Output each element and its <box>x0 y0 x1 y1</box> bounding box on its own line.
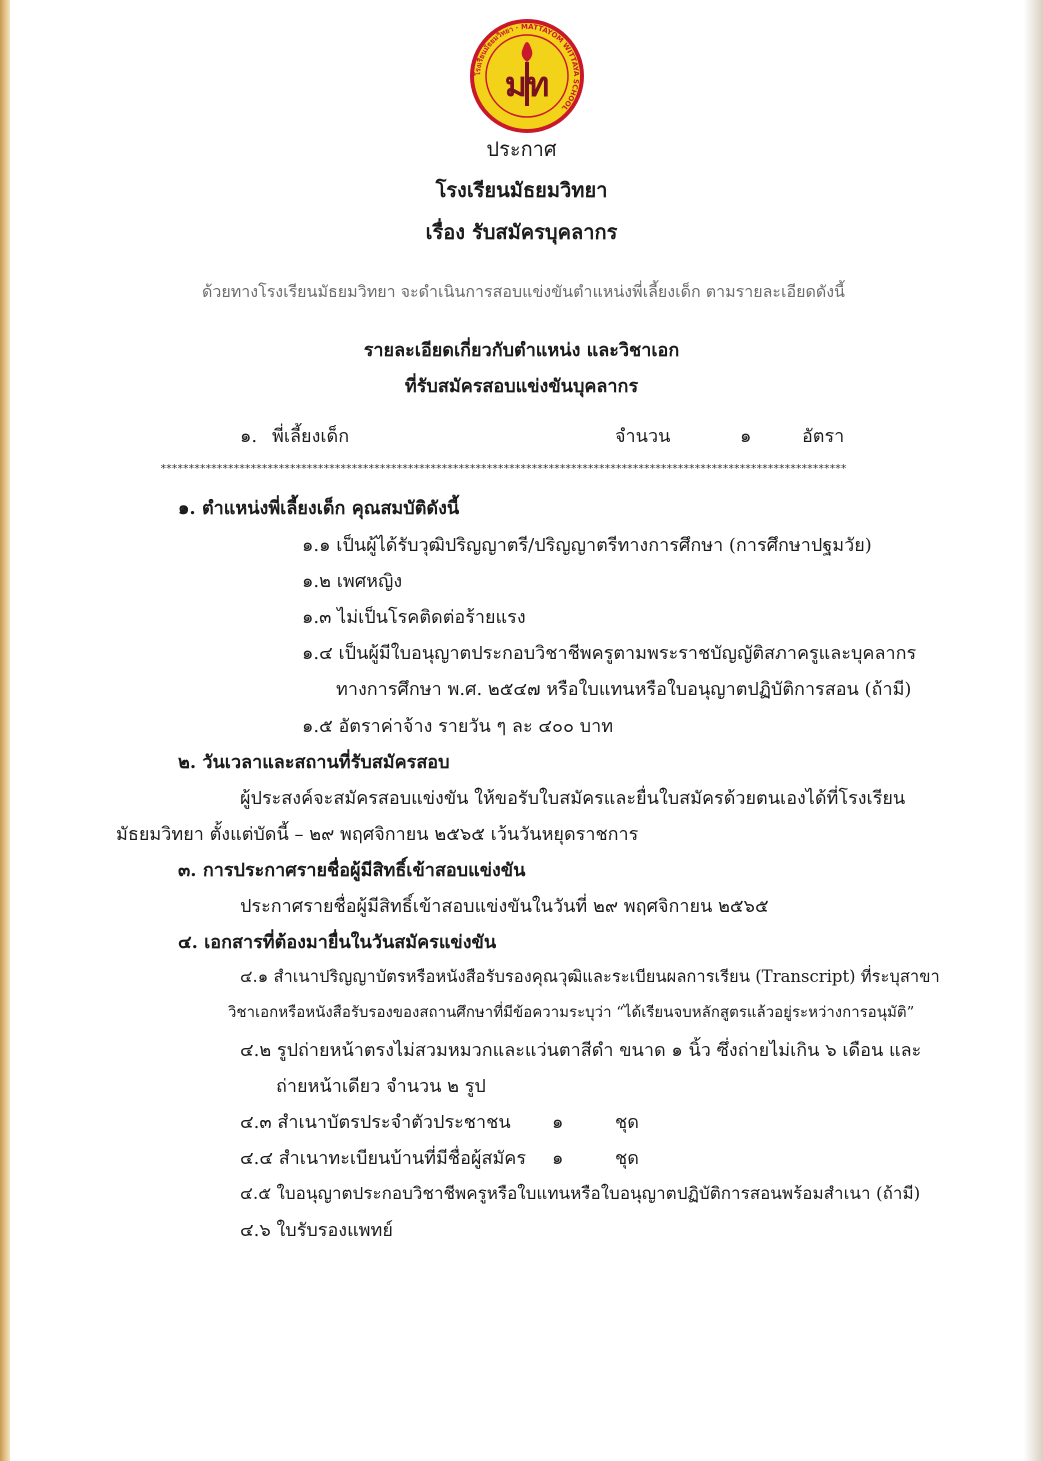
school-logo <box>469 18 585 134</box>
section1-heading: ๑. ตำแหน่งพี่เลี้ยงเด็ก คุณสมบัติดังนี้ <box>178 498 460 519</box>
document-item-4-1: ๔.๑ สำเนาปริญญาบัตรหรือหนังสือรับรองคุณวุฒิและระเบียนผลการเรียน (Transcript) ที่ระบุสาขา <box>240 967 940 986</box>
logo-ring-text: โรงเรียนมัธยมวิทยา · MATTAYOM WITTAYA SCHOOL <box>473 22 581 113</box>
details-heading-2: ที่รับสมัครสอบแข่งขันบุคลากร <box>404 376 639 397</box>
document-item-4-6: ๔.๖ ใบรับรองแพทย์ <box>240 1220 393 1241</box>
section1-item: ๑.๑ เป็นผู้ได้รับวุฒิปริญญาตรี/ปริญญาตรีทางการศึกษา (การศึกษาปฐมวัย) <box>302 535 872 556</box>
document-item-4-3: ๔.๓ สำเนาบัตรประจำตัวประชาชน <box>240 1112 511 1133</box>
document-item-4-3-qty: ๑ <box>552 1112 564 1133</box>
section3-heading: ๓. การประกาศรายชื่อผู้มีสิทธิ์เข้าสอบแข่งขัน <box>178 860 526 881</box>
section2-heading: ๒. วันเวลาและสถานที่รับสมัครสอบ <box>178 752 450 773</box>
section4-heading: ๔. เอกสารที่ต้องมายื่นในวันสมัครแข่งขัน <box>178 932 497 953</box>
page-edge-right <box>1023 0 1043 1461</box>
section1-item: ๑.๒ เพศหญิง <box>302 571 403 592</box>
document-item-4-2: ๔.๒ รูปถ่ายหน้าตรงไม่สวมหมวกและแว่นตาสีดำ ขนาด ๑ นิ้ว ซึ่งถ่ายไม่เกิน ๖ เดือน และ <box>240 1040 922 1061</box>
section2-line2: มัธยมวิทยา ตั้งแต่บัดนี้ – ๒๙ พฤศจิกายน ๒๕๖๕ เว้นวันหยุดราชการ <box>116 824 639 845</box>
section3-line1: ประกาศรายชื่อผู้มีสิทธิ์เข้าสอบแข่งขันในวันที่ ๒๙ พฤศจิกายน ๒๕๖๕ <box>240 896 769 917</box>
separator-line: ************************************************************************************************************************** <box>160 462 846 475</box>
document-item-4-2-continued: ถ่ายหน้าเดียว จำนวน ๒ รูป <box>276 1076 486 1097</box>
position-count: ๑ <box>740 426 752 447</box>
section1-item-continued: ทางการศึกษา พ.ศ. ๒๕๔๗ หรือใบแทนหรือใบอนุญาตปฏิบัติการสอน (ถ้ามี) <box>336 679 912 700</box>
logo-letters: มท <box>504 65 550 105</box>
document-item-4-3-unit: ชุด <box>615 1112 639 1133</box>
page-edge-left <box>0 0 10 1461</box>
section1-item: ๑.๓ ไม่เป็นโรคติดต่อร้ายแรง <box>302 607 526 628</box>
details-heading-1: รายละเอียดเกี่ยวกับตำแหน่ง และวิชาเอก <box>363 340 680 361</box>
section2-line1: ผู้ประสงค์จะสมัครสอบแข่งขัน ให้ขอรับใบสมัครและยื่นใบสมัครด้วยตนเองได้ที่โรงเรียน <box>240 788 906 809</box>
document-item-4-4-qty: ๑ <box>552 1148 564 1169</box>
announcement-title: ประกาศ <box>486 137 557 161</box>
section1-item: ๑.๔ เป็นผู้มีใบอนุญาตประกอบวิชาชีพครูตามพระราชบัญญัติสภาครูและบุคลากร <box>302 643 917 664</box>
document-item-4-4-unit: ชุด <box>615 1148 639 1169</box>
document-item-4-4: ๔.๔ สำเนาทะเบียนบ้านที่มีชื่อผู้สมัคร <box>240 1148 527 1169</box>
document-item-4-1-continued: วิชาเอกหรือหนังสือรับรองของสถานศึกษาที่มีข้อความระบุว่า “ได้เรียนจบหลักสูตรแล้วอยู่ระหว่างการอนุมัติ” <box>228 1003 915 1021</box>
position-count-label: จำนวน <box>615 426 671 447</box>
position-unit: อัตรา <box>802 426 845 447</box>
announcement-subject: เรื่อง รับสมัครบุคลากร <box>425 220 618 244</box>
intro-text: ด้วยทางโรงเรียนมัธยมวิทยา จะดำเนินการสอบแข่งขันตำแหน่งพี่เลี้ยงเด็ก ตามรายละเอียดดังนี้ <box>202 282 845 301</box>
section1-item: ๑.๕ อัตราค่าจ้าง รายวัน ๆ ละ ๔๐๐ บาท <box>302 716 614 737</box>
position-name: พี่เลี้ยงเด็ก <box>272 426 350 447</box>
document-item-4-5: ๔.๕ ใบอนุญาตประกอบวิชาชีพครูหรือใบแทนหรือใบอนุญาตปฏิบัติการสอนพร้อมสำเนา (ถ้ามี) <box>240 1184 921 1204</box>
school-name: โรงเรียนมัธยมวิทยา <box>435 178 608 202</box>
position-number: ๑. <box>240 426 258 447</box>
